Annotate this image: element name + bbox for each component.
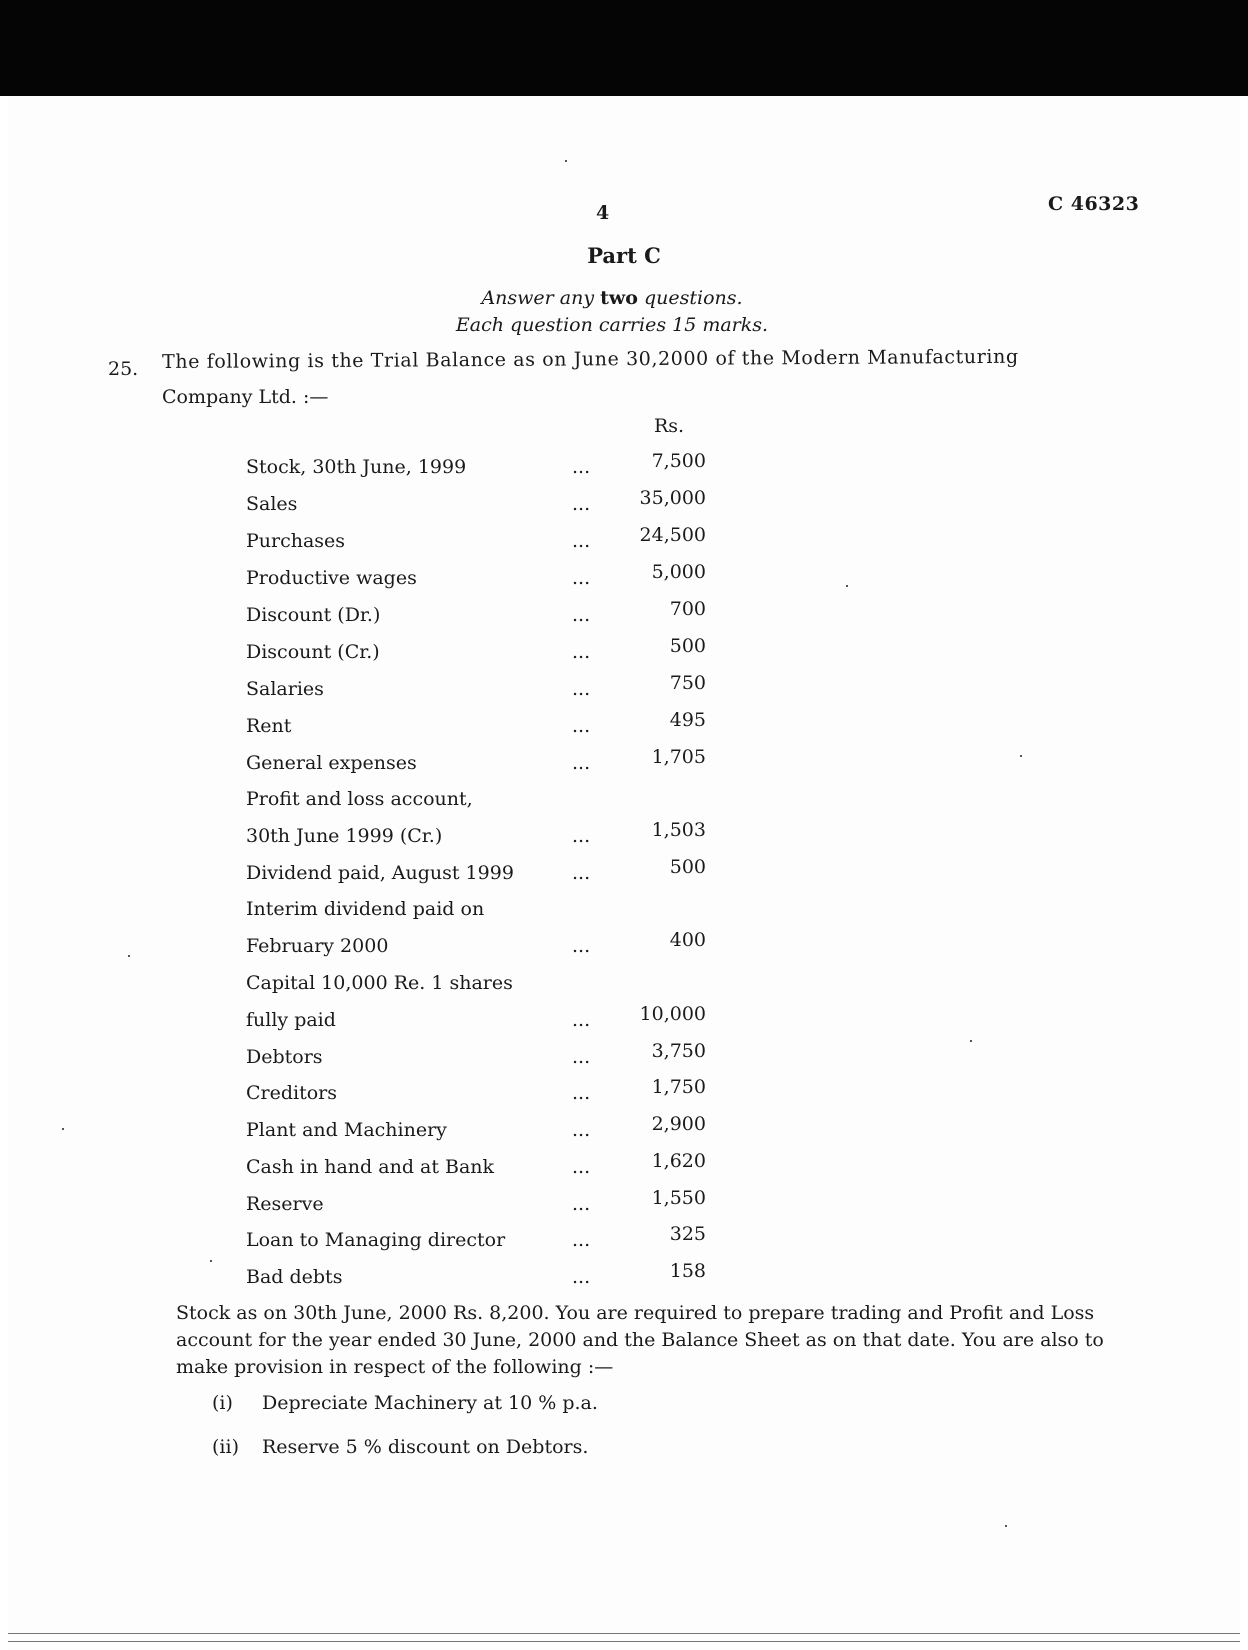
row-label: Profit and loss account, — [246, 788, 473, 810]
scan-speck — [565, 160, 567, 162]
question-intro-line-2: Company Ltd. :— — [162, 386, 329, 408]
provision-text: Depreciate Machinery at 10 % p.a. — [262, 1392, 598, 1414]
row-amount: 400 — [669, 929, 706, 951]
table-row — [246, 487, 706, 523]
table-row — [246, 856, 706, 892]
part-title: Part C — [587, 243, 661, 268]
row-label: Discount (Cr.) — [246, 641, 380, 663]
table-row — [246, 746, 706, 782]
row-leader: ... — [572, 641, 591, 663]
row-leader: ... — [572, 862, 591, 884]
answer-instruction — [0, 287, 1224, 309]
instruction-suffix: questions. — [643, 287, 743, 309]
scan-edge-line — [8, 1641, 1240, 1642]
row-amount: 1,550 — [651, 1187, 706, 1209]
row-label: Debtors — [246, 1046, 323, 1068]
row-leader: ... — [572, 1193, 591, 1215]
row-amount: 500 — [669, 635, 706, 657]
row-label: Creditors — [246, 1082, 338, 1104]
row-label: Productive wages — [246, 567, 417, 589]
table-row — [246, 929, 706, 965]
row-label: Bad debts — [246, 1266, 343, 1288]
row-leader: ... — [572, 935, 591, 957]
row-label: Cash in hand and at Bank — [246, 1156, 495, 1178]
row-amount: 500 — [669, 856, 706, 878]
row-amount: 2,900 — [651, 1113, 706, 1135]
table-row — [246, 898, 706, 928]
row-leader: ... — [572, 1009, 591, 1031]
row-amount: 700 — [669, 598, 706, 620]
row-leader: ... — [572, 604, 591, 626]
table-row — [246, 1150, 706, 1186]
scan-speck — [62, 1128, 64, 1130]
scan-speck — [846, 585, 848, 587]
table-row — [246, 635, 706, 671]
table-row — [246, 1076, 706, 1112]
scan-edge-line — [8, 1633, 1240, 1634]
row-amount: 750 — [669, 672, 706, 694]
row-leader: ... — [572, 825, 591, 847]
row-leader: ... — [572, 678, 591, 700]
row-amount: 10,000 — [639, 1003, 706, 1025]
row-label: 30th June 1999 (Cr.) — [246, 825, 443, 847]
row-leader: ... — [572, 456, 591, 478]
row-label: Capital 10,000 Re. 1 shares — [246, 972, 513, 994]
scan-speck — [970, 1040, 972, 1042]
table-row — [246, 1040, 706, 1076]
row-label: February 2000 — [246, 935, 389, 957]
scan-speck — [1020, 755, 1022, 757]
row-amount: 24,500 — [639, 524, 706, 546]
paper-code: C 46323 — [1048, 193, 1140, 215]
row-leader: ... — [572, 1156, 591, 1178]
scan-speck — [1005, 1525, 1007, 1527]
table-row — [246, 672, 706, 708]
row-leader: ... — [572, 567, 591, 589]
row-label: Purchases — [246, 530, 346, 552]
provision-text: Reserve 5 % discount on Debtors. — [262, 1436, 589, 1458]
scan-speck — [210, 1260, 212, 1262]
row-leader: ... — [572, 1046, 591, 1068]
table-row — [246, 1113, 706, 1149]
row-amount: 325 — [669, 1223, 706, 1245]
row-amount: 1,750 — [651, 1076, 706, 1098]
question-number: 25. — [108, 358, 139, 380]
row-label: General expenses — [246, 752, 417, 774]
row-amount: 5,000 — [651, 561, 706, 583]
table-row — [246, 1187, 706, 1223]
closing-paragraph-line-1: Stock as on 30th June, 2000 Rs. 8,200. You are required to prepare trading and Profit and Loss — [176, 1302, 1095, 1324]
row-amount: 7,500 — [651, 450, 706, 472]
table-row — [246, 561, 706, 597]
row-leader: ... — [572, 530, 591, 552]
table-row — [246, 709, 706, 745]
row-label: Reserve — [246, 1193, 324, 1215]
row-amount: 1,705 — [651, 746, 706, 768]
row-leader: ... — [572, 715, 591, 737]
scanner-black-band — [0, 0, 1248, 96]
row-amount: 158 — [669, 1260, 706, 1282]
instruction-prefix: Answer any — [481, 287, 595, 309]
row-leader: ... — [572, 752, 591, 774]
row-amount: 3,750 — [651, 1040, 706, 1062]
closing-paragraph-line-3: make provision in respect of the following :— — [176, 1356, 614, 1378]
row-leader: ... — [572, 1266, 591, 1288]
row-label: Sales — [246, 493, 298, 515]
table-row — [246, 1003, 706, 1039]
currency-header: Rs. — [654, 415, 685, 437]
row-label: Salaries — [246, 678, 324, 700]
row-label: Dividend paid, August 1999 — [246, 862, 514, 884]
row-label: Rent — [246, 715, 292, 737]
closing-paragraph-line-2: account for the year ended 30 June, 2000 and the Balance Sheet as on that date. You are also to — [176, 1329, 1104, 1351]
row-label: fully paid — [246, 1009, 336, 1031]
row-label: Interim dividend paid on — [246, 898, 485, 920]
scan-speck — [128, 955, 130, 957]
table-row — [246, 819, 706, 855]
row-amount: 495 — [669, 709, 706, 731]
row-leader: ... — [572, 493, 591, 515]
row-label: Stock, 30th June, 1999 — [246, 456, 467, 478]
row-label: Plant and Machinery — [246, 1119, 447, 1141]
instruction-bold-word: two — [600, 287, 638, 309]
table-row — [246, 1223, 706, 1259]
table-row — [246, 450, 706, 486]
table-row — [246, 598, 706, 634]
row-amount: 1,620 — [651, 1150, 706, 1172]
row-leader: ... — [572, 1082, 591, 1104]
table-row — [246, 788, 706, 818]
provision-number: (ii) — [212, 1436, 239, 1458]
row-label: Discount (Dr.) — [246, 604, 381, 626]
table-row — [246, 1260, 706, 1296]
table-row — [246, 972, 706, 1002]
row-amount: 1,503 — [651, 819, 706, 841]
row-label: Loan to Managing director — [246, 1229, 506, 1251]
row-leader: ... — [572, 1229, 591, 1251]
question-intro-line-1: The following is the Trial Balance as on June 30,2000 of the Modern Manufacturing — [162, 345, 1019, 373]
page-number: 4 — [596, 202, 610, 224]
row-amount: 35,000 — [639, 487, 706, 509]
row-leader: ... — [572, 1119, 591, 1141]
provision-number: (i) — [212, 1392, 233, 1414]
marks-note: Each question carries 15 marks. — [455, 314, 769, 336]
table-row — [246, 524, 706, 560]
